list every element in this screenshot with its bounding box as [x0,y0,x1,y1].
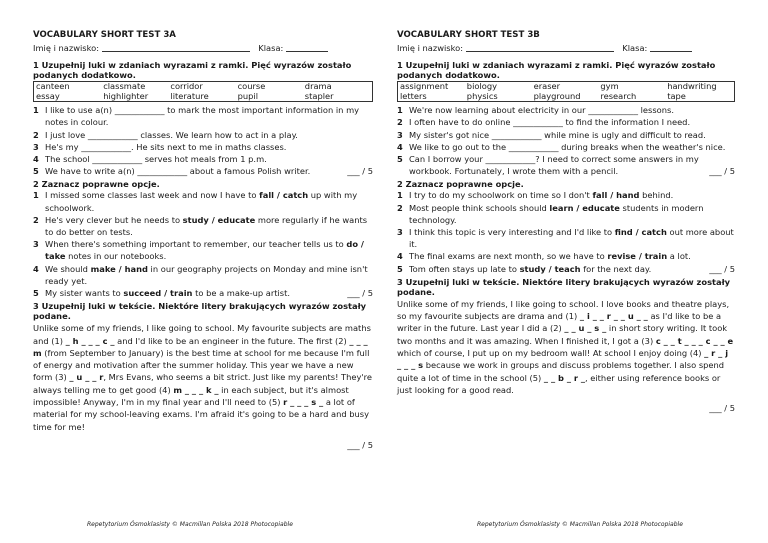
question-text: He's very clever but he needs to study / educate more regularly if he wants to do better on tests. [45,214,368,238]
question-text: We have to write a(n) ____________ about a famous Polish writer. ___ / 5 [45,166,373,177]
test-3a [33,30,373,451]
section-1-heading: 1 Uzupełnij luki w zdaniach wyrazami z ramki. Pięć wyrazów zostało podanych dodatkowo. [33,60,352,81]
question-text: Can I borrow your ____________? I need to correct some answers in my workbook. Fortunately, I wrote them with a pencil. ___ / 5 [409,154,735,177]
question-number: 3 [33,239,39,250]
question-number: 4 [33,263,39,274]
word-box-item: stapler [304,90,334,101]
question-item [397,189,735,201]
question-item [33,287,373,299]
question-text: We like to go out to the ____________ during breaks when the weather's nice. [409,141,726,152]
question-item [397,250,735,262]
question-item [33,129,373,141]
question-number: 2 [33,129,39,140]
question-number: 4 [33,154,39,165]
section-3-score: ___ / 5 [709,403,735,414]
question-text: He's my ____________. He sits next to me in maths classes. [45,141,287,152]
footer-credit: Repetytorium Ósmoklasisty © Macmillan Polska 2018 Photocopiable [477,521,683,528]
question-item [397,104,735,116]
section-2-items [33,189,373,299]
question-item [33,153,373,165]
section-3-heading: 3 Uzupełnij luki w tekście. Niektóre litery brakujących wyrazów zostały podane. [33,301,367,322]
question-item [33,238,373,262]
word-box-item: drama [304,81,332,92]
question-item [33,165,373,177]
question-number: 3 [33,141,39,152]
question-item [33,104,373,128]
word-box [397,81,735,102]
section-3-text: Unlike some of my friends, I like going to school. My favourite subjects are maths and (1) _ h _ _ _ c _ and I'd like to be an engineer in the future. The first (2) _ _ _ m (from September to January) is the best time at school for me because I'm full of energy and motivation after the summer holiday. This year we have a new form (3) _ u _ _ r, Mrs Evans, who seems a bit strict. Just like my parents! They're always telling me to get good (4) m _ _ _ k _ in each subject, but it's almost impossible! Anyway, I'm in my final year and I'll need to (5) r _ _ _ s _ a lot of material for my school-leaving exams. I'm afraid it's going to be a hard and busy time for me! [33,323,373,432]
question-number: 5 [397,263,403,274]
question-text: Tom often stays up late to study / teach for the next day. ___ / 5 [409,263,735,274]
name-field[interactable] [102,51,250,52]
question-item [33,189,373,213]
question-text: We should make / hand in our geography projects on Monday and mine isn't ready yet. [45,263,368,286]
question-number: 1 [397,105,403,116]
question-text: I often have to do online ____________ to find the information I need. [409,117,691,128]
name-label: Imię i nazwisko: [397,43,464,53]
question-number: 1 [33,190,39,201]
section-score: ___ / 5 [347,288,373,299]
question-number: 1 [397,190,403,201]
section-1-heading: 1 Uzupełnij luki w zdaniach wyrazami z ramki. Pięć wyrazów zostało podanych dodatkowo. [397,60,716,81]
footer-credit: Repetytorium Ósmoklasisty © Macmillan Polska 2018 Photocopiable [87,521,293,528]
question-item [33,214,373,238]
question-item [397,226,735,250]
word-box-item: biology [466,81,498,92]
question-number: 2 [397,117,403,128]
question-number: 3 [397,129,403,140]
question-number: 5 [33,166,39,177]
question-item [397,116,735,128]
word-box-item: pupil [237,90,258,101]
question-text: I missed some classes last week and now I have to fall / catch up with my schoolwork. [45,190,358,213]
test-title: VOCABULARY SHORT TEST 3B [397,30,540,40]
question-item [397,202,735,226]
question-number: 4 [397,251,403,262]
question-item [397,153,735,177]
test-title: VOCABULARY SHORT TEST 3A [33,30,176,40]
class-label: Klasa: [622,43,648,53]
question-number: 2 [397,202,403,213]
word-box-item: course [237,81,266,92]
section-2-items [397,189,735,274]
question-item [33,141,373,153]
section-score: ___ / 5 [709,263,735,274]
question-text: I like to use a(n) ____________ to mark the most important information in my notes in colour. [45,105,360,128]
section-1-items [33,104,373,177]
word-box-item: physics [466,90,498,101]
word-box-item: canteen [36,81,70,92]
word-box-item: corridor [170,81,203,92]
section-3-text: Unlike some of my friends, I like going to school. I love books and theatre plays, so my favourite subjects are drama and (1) _ i _ _ r _ _ u _ _ as I'd like to be a writer in the future. Last year I did a (2) _ _ u _ s _ in short story writing. It took two months and it was amazing. When I finished it, I got a (3) c _ _ t _ _ _ c _ _ e which of course, I put up on my bedroom wall! At school I enjoy doing (4) _ r _ j _ _ _ s because we work in groups and discuss problems together. I also spend quite a lot of time in the school (5) _ _ b _ r _, either using reference books or just looking for a good read. [397,298,734,395]
word-box [33,81,373,102]
class-label: Klasa: [258,43,284,53]
question-number: 1 [33,105,39,116]
word-box-item: assignment [400,81,449,92]
class-field[interactable] [286,51,328,52]
question-text: Most people think schools should learn / educate students in modern technology. [409,202,704,225]
question-text: My sister's got nice ____________ while mine is ugly and difficult to read. [409,129,706,140]
question-item [397,263,735,275]
question-number: 3 [397,227,403,238]
section-score: ___ / 5 [709,166,735,177]
question-item [33,263,373,287]
question-text: When there's something important to remember, our teacher tells us to do / take notes in our notebooks. [45,239,364,262]
name-field[interactable] [466,51,614,52]
word-box-item: eraser [533,81,561,92]
section-2-heading: 2 Zaznacz poprawne opcje. [33,179,160,190]
word-box-item: letters [400,90,427,101]
question-text: I think this topic is very interesting and I'd like to find / catch out more about it. [409,227,734,250]
word-box-item: highlighter [103,90,149,101]
question-text: My sister wants to succeed / train to be a make-up artist. ___ / 5 [45,288,373,299]
word-box-item: playground [533,90,581,101]
word-box-item: research [600,90,637,101]
word-box-item: classmate [103,81,146,92]
question-text: The school ____________ serves hot meals from 1 p.m. [45,154,267,165]
question-text: The final exams are next month, so we have to revise / train a lot. [409,251,691,262]
word-box-item: handwriting [667,81,717,92]
word-box-item: literature [170,90,209,101]
word-box-item: essay [36,90,60,101]
question-number: 2 [33,214,39,225]
class-field[interactable] [650,51,692,52]
section-3-heading: 3 Uzupełnij luki w tekście. Niektóre litery brakujących wyrazów zostały podane. [397,276,731,297]
question-number: 4 [397,141,403,152]
question-number: 5 [397,154,403,165]
section-2-heading: 2 Zaznacz poprawne opcje. [397,179,524,190]
section-score: ___ / 5 [347,166,373,177]
question-item [397,141,735,153]
word-box-item: gym [600,81,619,92]
question-item [397,129,735,141]
test-3b [397,30,735,414]
question-text: We're now learning about electricity in our ____________ lessons. [409,105,674,116]
section-1-items [397,104,735,177]
question-text: I try to do my schoolwork on time so I don't fall / hand behind. [409,190,674,201]
question-number: 5 [33,288,39,299]
word-box-item: tape [667,90,686,101]
student-info-line [397,42,735,54]
question-text: I just love ____________ classes. We learn how to act in a play. [45,129,298,140]
name-label: Imię i nazwisko: [33,43,100,53]
section-3-score: ___ / 5 [347,439,373,450]
student-info-line [33,42,373,54]
